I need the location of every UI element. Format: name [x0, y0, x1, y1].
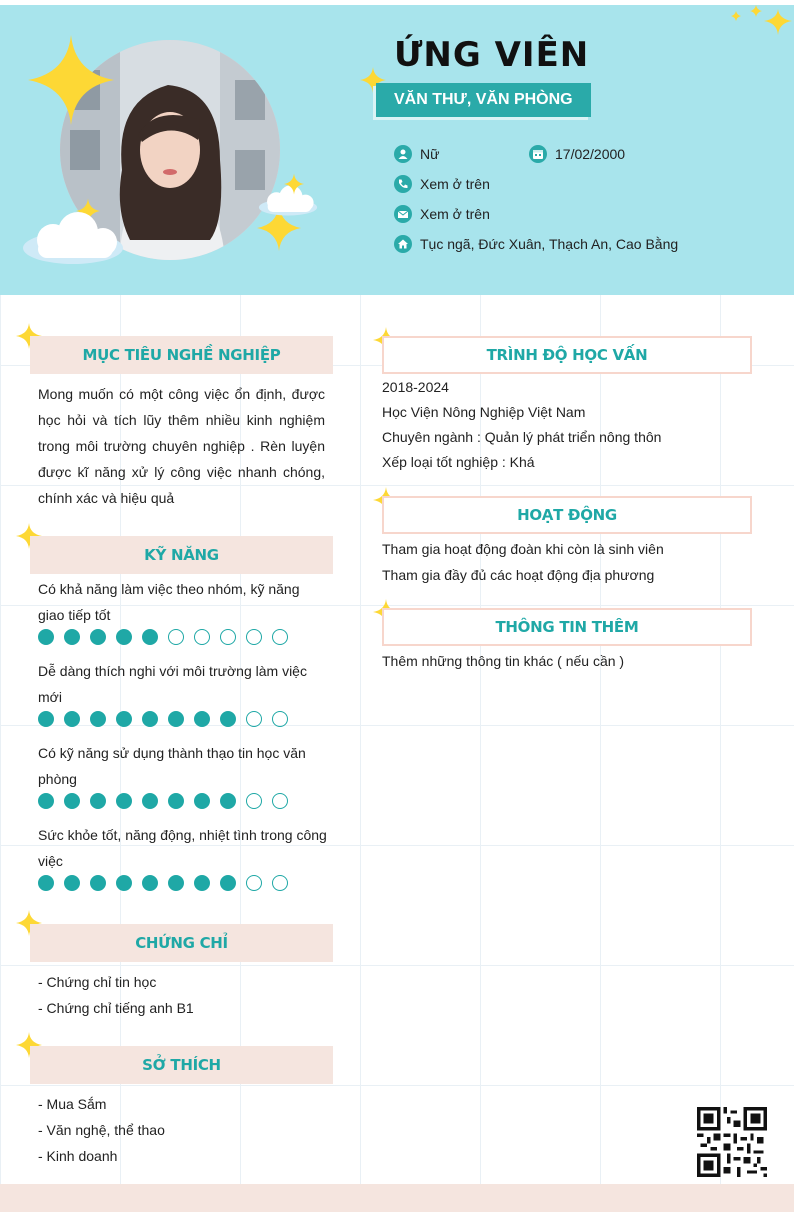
activity-line: Tham gia đầy đủ các hoạt động địa phương: [382, 567, 655, 583]
corner-sparkle-icon: [722, 5, 794, 39]
candidate-name: ỨNG VIÊN: [394, 35, 590, 75]
rating-dot-filled: [142, 875, 158, 891]
hobbies-title: SỞ THÍCH: [30, 1046, 333, 1084]
education-text: [382, 375, 661, 475]
rating-dot-filled: [194, 793, 210, 809]
objective-line: học hỏi và tích lũy thêm nhiều kinh nghiệm: [38, 412, 325, 428]
qr-code: [697, 1107, 767, 1177]
skill-line: giao tiếp tốt: [38, 607, 111, 623]
rating-dot-filled: [38, 793, 54, 809]
rating-dot-filled: [142, 629, 158, 645]
certificate-item: - Chứng chỉ tin học: [38, 974, 157, 990]
big-star-icon: [28, 35, 114, 125]
skill-line: Có kỹ năng sử dụng thành thạo tin học văn: [38, 745, 306, 761]
skill-line: phòng: [38, 771, 77, 787]
rating-dot-filled: [194, 875, 210, 891]
rating-dot-empty: [246, 629, 262, 645]
rating-dot-filled: [220, 793, 236, 809]
education-line: Chuyên ngành : Quản lý phát triển nông thôn: [382, 429, 662, 445]
rating-dot-filled: [64, 875, 80, 891]
address-row: [394, 235, 678, 253]
activities-text: [382, 536, 664, 588]
rating-dot-filled: [116, 711, 132, 727]
skill-item: [38, 740, 333, 792]
objective-line: được kĩ năng xử lý công việc nhanh chóng,: [38, 464, 325, 480]
objective-title: MỤC TIÊU NGHỀ NGHIỆP: [30, 336, 333, 374]
hobby-item: - Kinh doanh: [38, 1148, 118, 1164]
home-icon: [394, 235, 412, 253]
phone-value: Xem ở trên: [420, 176, 490, 192]
email-value: Xem ở trên: [420, 206, 490, 222]
skill-rating: [38, 629, 288, 645]
rating-dot-empty: [272, 629, 288, 645]
objective-line: chính xác và hiệu quả: [38, 490, 175, 506]
rating-dot-empty: [272, 711, 288, 727]
gender-value: Nữ: [420, 146, 440, 162]
user-icon: [394, 145, 412, 163]
rating-dot-filled: [116, 793, 132, 809]
birthday-value: 17/02/2000: [555, 146, 626, 162]
job-title: VĂN THƯ, VĂN PHÒNG: [376, 83, 591, 117]
hobbies-list: [38, 1091, 165, 1169]
rating-dot-filled: [142, 711, 158, 727]
skill-rating: [38, 711, 288, 727]
rating-dot-filled: [194, 711, 210, 727]
gender-row: [394, 145, 439, 163]
activities-title: HOẠT ĐỘNG: [382, 496, 752, 534]
rating-dot-empty: [220, 629, 236, 645]
rating-dot-filled: [90, 793, 106, 809]
cloud-icon: [18, 210, 128, 268]
rating-dot-empty: [272, 793, 288, 809]
skill-item: [38, 576, 333, 628]
rating-dot-filled: [168, 875, 184, 891]
certificates-list: [38, 969, 194, 1021]
hobby-item: - Mua Sắm: [38, 1096, 107, 1112]
skill-line: Dễ dàng thích nghi với môi trường làm việc: [38, 663, 307, 679]
extra-text: [382, 648, 624, 674]
activity-line: Tham gia hoạt động đoàn khi còn là sinh viên: [382, 541, 664, 557]
objective-line: Mong muốn có một công việc ổn định, được: [38, 386, 325, 402]
rating-dot-filled: [38, 629, 54, 645]
rating-dot-filled: [220, 875, 236, 891]
footer-band: [0, 1184, 794, 1212]
rating-dot-empty: [246, 875, 262, 891]
certificate-item: - Chứng chỉ tiếng anh B1: [38, 1000, 194, 1016]
rating-dot-empty: [246, 711, 262, 727]
rating-dot-filled: [220, 711, 236, 727]
tiny-star-icon: [284, 173, 304, 195]
skill-line: mới: [38, 689, 62, 705]
phone-icon: [394, 175, 412, 193]
rating-dot-filled: [38, 711, 54, 727]
cv-page: [0, 5, 794, 1212]
rating-dot-filled: [168, 793, 184, 809]
email-row: [394, 205, 490, 223]
extra-line: Thêm những thông tin khác ( nếu cần ): [382, 653, 625, 669]
header-scallop-edge: [0, 273, 794, 313]
rating-dot-filled: [142, 793, 158, 809]
birthday-row: [529, 145, 625, 163]
objective-line: trong môi trường chuyên nghiệp . Rèn luyện: [38, 438, 325, 454]
address-value: Tục ngã, Đức Xuân, Thạch An, Cao Bằng: [420, 236, 679, 252]
certificates-title: CHỨNG CHỈ: [30, 924, 333, 962]
rating-dot-filled: [64, 793, 80, 809]
skill-rating: [38, 793, 288, 809]
email-icon: [394, 205, 412, 223]
rating-dot-filled: [64, 711, 80, 727]
rating-dot-filled: [64, 629, 80, 645]
skill-line: việc: [38, 853, 63, 869]
rating-dot-filled: [38, 875, 54, 891]
rating-dot-filled: [90, 875, 106, 891]
rating-dot-empty: [246, 793, 262, 809]
education-line: Học Viện Nông Nghiệp Việt Nam: [382, 404, 586, 420]
education-line: 2018-2024: [382, 379, 449, 395]
skill-line: Có khả năng làm việc theo nhóm, kỹ năng: [38, 581, 300, 597]
skill-line: Sức khỏe tốt, năng động, nhiệt tình trong công: [38, 827, 327, 843]
skills-title: KỸ NĂNG: [30, 536, 333, 574]
extra-title: THÔNG TIN THÊM: [382, 608, 752, 646]
rating-dot-filled: [116, 875, 132, 891]
rating-dot-filled: [116, 629, 132, 645]
rating-dot-empty: [272, 875, 288, 891]
hobby-item: - Văn nghệ, thể thao: [38, 1122, 165, 1138]
rating-dot-filled: [90, 629, 106, 645]
skill-item: [38, 658, 333, 710]
calendar-icon: [529, 145, 547, 163]
objective-text: [38, 381, 325, 511]
education-line: Xếp loại tốt nghiệp : Khá: [382, 454, 535, 470]
skill-rating: [38, 875, 288, 891]
rating-dot-empty: [168, 629, 184, 645]
phone-row: [394, 175, 490, 193]
rating-dot-filled: [90, 711, 106, 727]
rating-dot-empty: [194, 629, 210, 645]
skill-item: [38, 822, 333, 874]
education-title: TRÌNH ĐỘ HỌC VẤN: [382, 336, 752, 374]
rating-dot-filled: [168, 711, 184, 727]
